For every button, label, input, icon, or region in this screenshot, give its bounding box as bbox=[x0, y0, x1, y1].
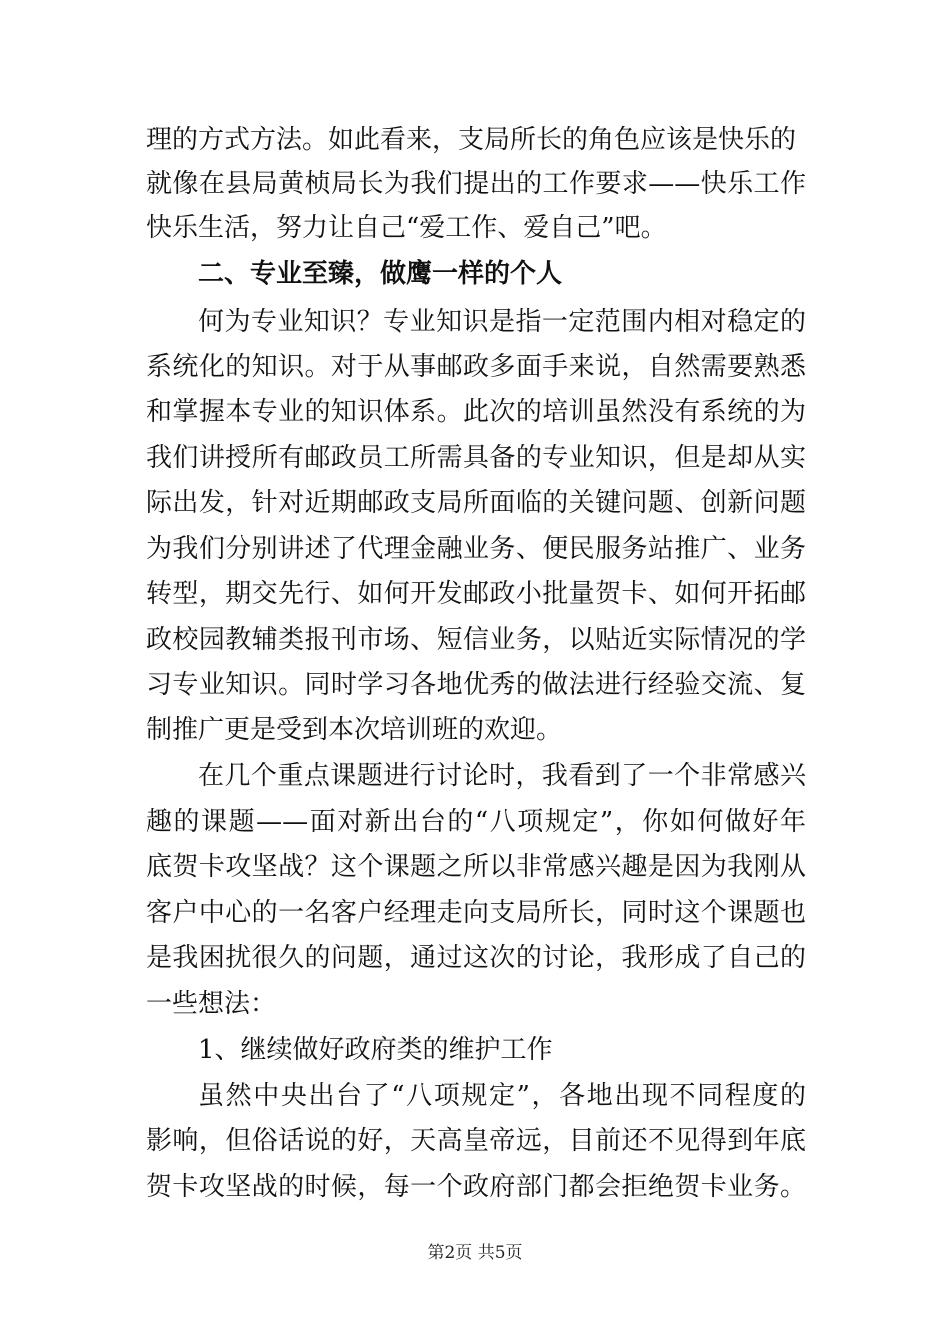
body-text-line: 贺卡攻坚战的时候，每一个政府部门都会拒绝贺卡业务。 bbox=[146, 1172, 806, 1202]
body-text-line: 何为专业知识？专业知识是指一定范围内相对稳定的 bbox=[198, 307, 806, 337]
page-footer: 第2页 共5页 bbox=[427, 1243, 523, 1263]
body-text-line: 制推广更是受到本次培训班的欢迎。 bbox=[146, 715, 563, 745]
numbered-subheading: 1、继续做好政府类的维护工作 bbox=[198, 1035, 553, 1065]
body-text-line: 习专业知识。同时学习各地优秀的做法进行经验交流、复 bbox=[146, 670, 806, 700]
body-text-line: 我们讲授所有邮政员工所需具备的专业知识，但是却从实 bbox=[146, 443, 806, 473]
body-text-line: 趣的课题——面对新出台的“八项规定”，你如何做好年 bbox=[146, 807, 806, 837]
body-text-line: 政校园教辅类报刊市场、短信业务，以贴近实际情况的学 bbox=[146, 625, 806, 655]
body-text-line: 就像在县局黄桢局长为我们提出的工作要求——快乐工作 bbox=[146, 169, 806, 199]
body-text-line: 系统化的知识。对于从事邮政多面手来说，自然需要熟悉 bbox=[146, 352, 806, 382]
section-heading: 二、专业至臻，做鹰一样的个人 bbox=[198, 259, 563, 289]
body-text-line: 虽然中央出台了“八项规定”，各地出现不同程度的 bbox=[198, 1081, 806, 1111]
body-text-line: 快乐生活，努力让自己“爱工作、爱自己”吧。 bbox=[146, 213, 667, 243]
body-text-line: 底贺卡攻坚战？这个课题之所以非常感兴趣是因为我刚从 bbox=[146, 852, 806, 882]
body-text-line: 是我困扰很久的问题，通过这次的讨论，我形成了自己的 bbox=[146, 943, 806, 973]
body-text-line: 理的方式方法。如此看来，支局所长的角色应该是快乐的 bbox=[146, 125, 797, 155]
body-text-line: 客户中心的一名客户经理走向支局所长，同时这个课题也 bbox=[146, 898, 806, 928]
body-text-line: 一些想法： bbox=[146, 989, 277, 1019]
body-text-line: 和掌握本专业的知识体系。此次的培训虽然没有系统的为 bbox=[146, 397, 806, 427]
body-text-line: 际出发，针对近期邮政支局所面临的关键问题、创新问题 bbox=[146, 488, 806, 518]
body-text-line: 影响，但俗话说的好，天高皇帝远，目前还不见得到年底 bbox=[146, 1126, 806, 1156]
body-text-line: 转型，期交先行、如何开发邮政小批量贺卡、如何开拓邮 bbox=[146, 579, 806, 609]
body-text-line: 在几个重点课题进行讨论时，我看到了一个非常感兴 bbox=[198, 761, 806, 791]
body-text-line: 为我们分别讲述了代理金融业务、便民服务站推广、业务 bbox=[146, 534, 806, 564]
